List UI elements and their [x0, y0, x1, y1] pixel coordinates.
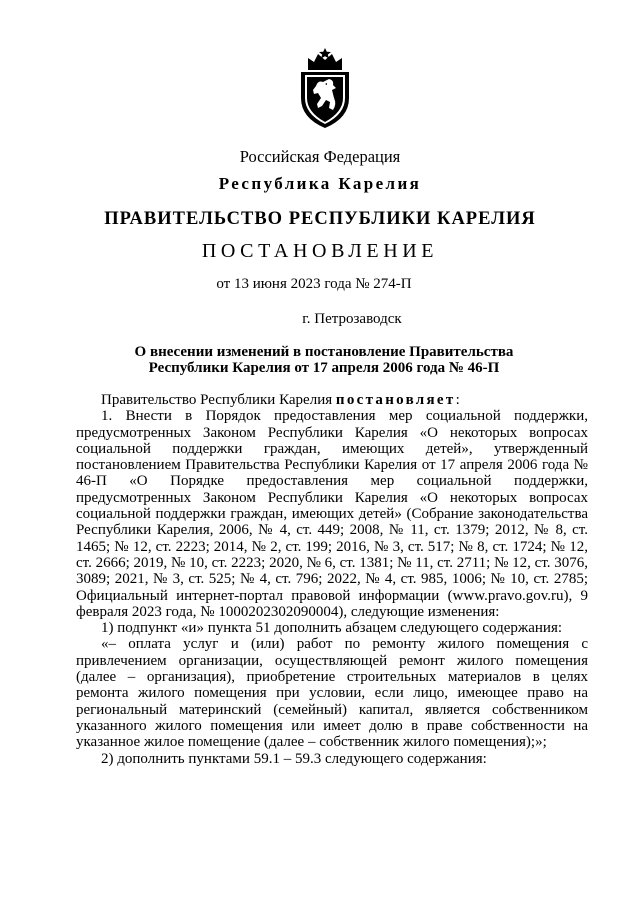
- intro-paragraph: [76, 392, 588, 408]
- document-date-number: от 13 июня 2023 года № 274-П: [216, 276, 412, 292]
- sub-item-2-paragraph: 2) дополнить пунктами 59.1 – 59.3 следующего содержания:: [101, 750, 487, 767]
- country-name: Российская Федерация: [239, 147, 401, 166]
- quote-paragraph: «– оплата услуг и (или) работ по ремонту жилого помещения с привлечением организации, осуществляющей ремонт жилого помещения (далее – организация), приобретение строительных материалов в целях ремонта жилого помещения при условии, если лицо, имеющее право на региональный материнский (семейный) капитал, является собственником указанного жилого помещения или имеет долю в праве собственности на указанное жилое помещение (далее – собственник жилого помещения);»;: [76, 636, 588, 751]
- document-type: ПОСТАНОВЛЕНИЕ: [201, 240, 439, 262]
- document-subject: О внесении изменений в постановление Правительства Республики Карелия от 17 апреля 2006 года № 46-П: [134, 344, 514, 376]
- sub-item-1-paragraph: 1) подпункт «и» пункта 51 дополнить абзацем следующего содержания:: [101, 620, 563, 637]
- intro-prefix: Правительство Республики Карелия: [101, 392, 336, 408]
- karelia-coat-of-arms-icon: [296, 48, 354, 130]
- document-city: г. Петрозаводск: [302, 311, 402, 327]
- document-body: [76, 392, 588, 767]
- intro-action: постановляет: [335, 392, 456, 408]
- item-1-paragraph: 1. Внести в Порядок предоставления мер социальной поддержки, предусмотренных Законом Республики Карелия «О некоторых вопросах социальной поддержки граждан, имеющих детей», утвержденный постановлением Правительства Республики Карелия от 17 апреля 2006 года № 46-П «О Порядке предоставления мер социальной поддержки, предусмотренных Законом Республики Карелия «О некоторых вопросах социальной поддержки граждан, имеющих детей» (Собрание законодательства Республики Карелия, 2006, № 4, ст. 449; 2008, № 11, ст. 1379; 2012, № 8, ст. 1465; № 12, ст. 2223; 2014, № 2, ст. 199; 2016, № 3, ст. 517; № 8, ст. 1724; № 12, ст. 2666; 2019, № 10, ст. 2223; 2020, № 6, ст. 1381; № 11, ст. 2711; № 12, ст. 3076, 3089; 2021, № 3, ст. 525; № 4, ст. 796; 2022, № 4, ст. 985, 1006; № 10, ст. 2785; Официальный интернет-портал правовой информации (www.pravo.gov.ru), 9 февраля 2023 года, № 1000202302090004), следующие изменения:: [76, 408, 588, 620]
- government-name: ПРАВИТЕЛЬСТВО РЕСПУБЛИКИ КАРЕЛИЯ: [104, 209, 536, 229]
- republic-name: Республика Карелия: [218, 174, 422, 193]
- intro-suffix: :: [455, 392, 460, 408]
